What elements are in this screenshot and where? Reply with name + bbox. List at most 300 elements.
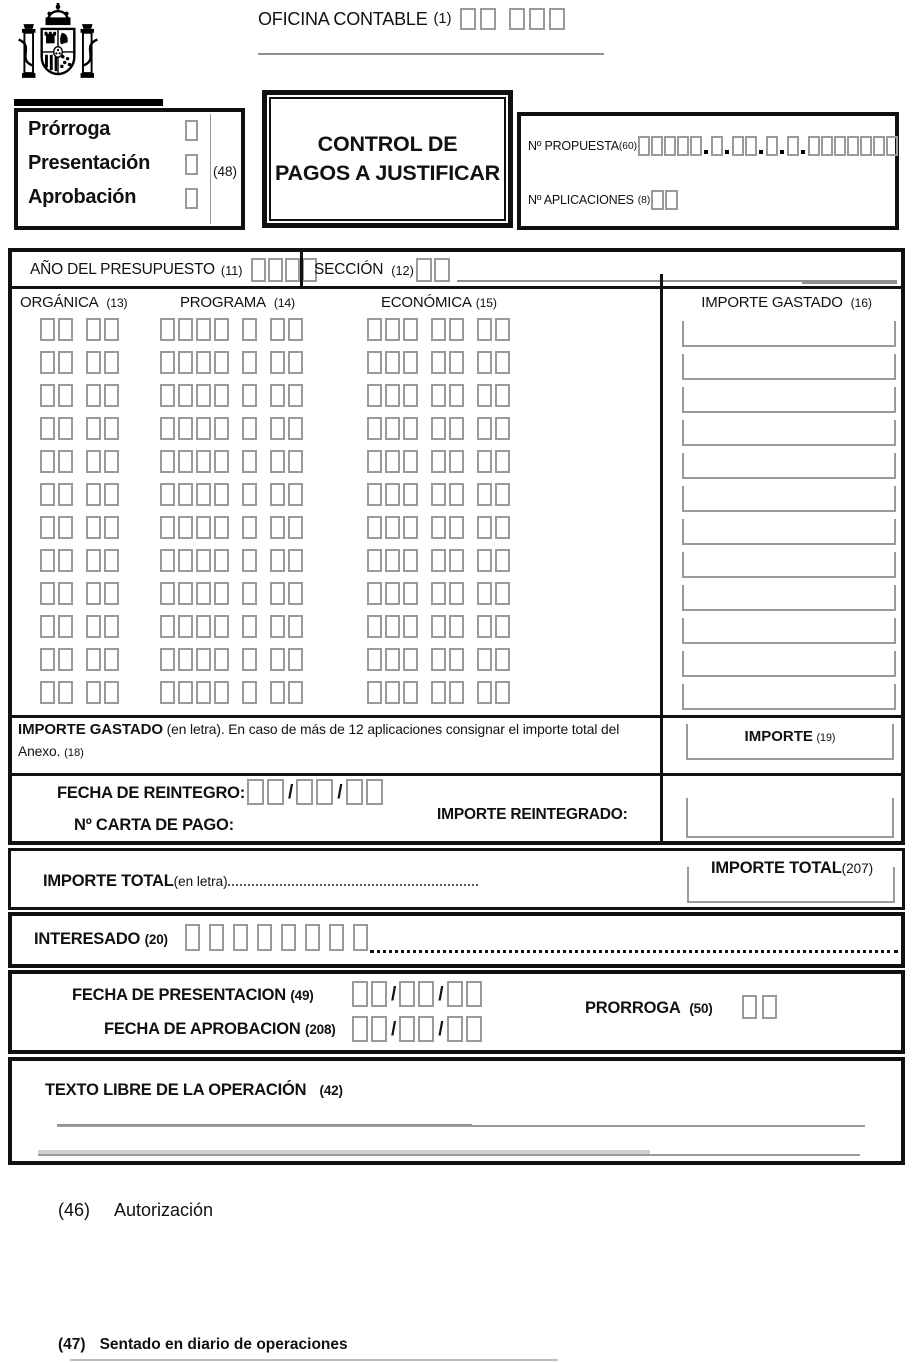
digit-box[interactable] bbox=[477, 417, 492, 440]
digit-box-group[interactable] bbox=[732, 136, 758, 156]
orgánica-row-boxes[interactable] bbox=[40, 384, 76, 407]
digit-box[interactable] bbox=[214, 384, 229, 407]
digit-box[interactable] bbox=[214, 582, 229, 605]
digit-box[interactable] bbox=[160, 582, 175, 605]
importe-total-field[interactable] bbox=[687, 867, 895, 903]
orgánica-row-boxes[interactable] bbox=[86, 450, 122, 473]
programa-row-boxes[interactable] bbox=[270, 615, 306, 638]
digit-box[interactable] bbox=[477, 450, 492, 473]
programa-row-boxes[interactable] bbox=[270, 483, 306, 506]
orgánica-row-boxes[interactable] bbox=[40, 417, 76, 440]
importe-gastado-row-field[interactable] bbox=[682, 321, 896, 347]
digit-box[interactable] bbox=[267, 779, 284, 805]
digit-box[interactable] bbox=[104, 450, 119, 473]
digit-box[interactable] bbox=[449, 384, 464, 407]
programa-row-boxes[interactable] bbox=[160, 483, 232, 506]
digit-box-group[interactable] bbox=[296, 779, 336, 805]
digit-box[interactable] bbox=[196, 549, 211, 572]
programa-row-boxes[interactable] bbox=[242, 384, 260, 407]
digit-box[interactable] bbox=[40, 681, 55, 704]
digit-box[interactable] bbox=[449, 417, 464, 440]
oficina-contable-code-boxes[interactable] bbox=[460, 8, 569, 30]
digit-box[interactable] bbox=[58, 681, 73, 704]
programa-row-boxes[interactable] bbox=[242, 483, 260, 506]
económica-row-boxes[interactable] bbox=[367, 648, 421, 671]
digit-box[interactable] bbox=[242, 417, 257, 440]
digit-box[interactable] bbox=[214, 516, 229, 539]
digit-box[interactable] bbox=[242, 318, 257, 341]
digit-box[interactable] bbox=[495, 516, 510, 539]
digit-box[interactable] bbox=[40, 582, 55, 605]
económica-row-boxes[interactable] bbox=[477, 615, 513, 638]
digit-box[interactable] bbox=[160, 648, 175, 671]
digit-box[interactable] bbox=[196, 450, 211, 473]
digit-box[interactable] bbox=[58, 615, 73, 638]
programa-row-boxes[interactable] bbox=[242, 318, 260, 341]
importe-gastado-row-field[interactable] bbox=[682, 552, 896, 578]
digit-box[interactable] bbox=[270, 384, 285, 407]
económica-row-boxes[interactable] bbox=[367, 516, 421, 539]
digit-box[interactable] bbox=[178, 351, 193, 374]
digit-box[interactable] bbox=[477, 615, 492, 638]
digit-box[interactable] bbox=[178, 549, 193, 572]
digit-box[interactable] bbox=[209, 924, 224, 951]
digit-box[interactable] bbox=[58, 318, 73, 341]
digit-box[interactable] bbox=[385, 351, 400, 374]
digit-box[interactable] bbox=[418, 1016, 434, 1042]
orgánica-row-boxes[interactable] bbox=[86, 417, 122, 440]
digit-box[interactable] bbox=[270, 417, 285, 440]
económica-row-boxes[interactable] bbox=[431, 351, 467, 374]
programa-row-boxes[interactable] bbox=[270, 648, 306, 671]
digit-box[interactable] bbox=[431, 450, 446, 473]
digit-box[interactable] bbox=[367, 648, 382, 671]
digit-box[interactable] bbox=[270, 582, 285, 605]
programa-row-boxes[interactable] bbox=[242, 351, 260, 374]
económica-row-boxes[interactable] bbox=[367, 582, 421, 605]
digit-box[interactable] bbox=[242, 549, 257, 572]
orgánica-row-boxes[interactable] bbox=[86, 615, 122, 638]
programa-row-boxes[interactable] bbox=[270, 351, 306, 374]
digit-box[interactable] bbox=[403, 582, 418, 605]
programa-row-boxes[interactable] bbox=[160, 582, 232, 605]
digit-box[interactable] bbox=[196, 318, 211, 341]
digit-box[interactable] bbox=[399, 1016, 415, 1042]
digit-box[interactable] bbox=[529, 8, 545, 30]
programa-row-boxes[interactable] bbox=[270, 450, 306, 473]
digit-box[interactable] bbox=[431, 318, 446, 341]
seccion-boxes[interactable] bbox=[416, 258, 452, 282]
económica-row-boxes[interactable] bbox=[431, 582, 467, 605]
digit-box-group[interactable] bbox=[638, 136, 703, 156]
digit-box[interactable] bbox=[371, 981, 387, 1007]
digit-box[interactable] bbox=[745, 136, 757, 156]
anio-presupuesto-boxes[interactable] bbox=[251, 258, 319, 282]
económica-row-boxes[interactable] bbox=[477, 417, 513, 440]
programa-row-boxes[interactable] bbox=[270, 384, 306, 407]
económica-row-boxes[interactable] bbox=[367, 483, 421, 506]
orgánica-row-boxes[interactable] bbox=[86, 483, 122, 506]
digit-box[interactable] bbox=[352, 1016, 368, 1042]
digit-box[interactable] bbox=[449, 648, 464, 671]
digit-box[interactable] bbox=[466, 1016, 482, 1042]
digit-box[interactable] bbox=[270, 351, 285, 374]
digit-box[interactable] bbox=[40, 483, 55, 506]
digit-box[interactable] bbox=[495, 648, 510, 671]
programa-row-boxes[interactable] bbox=[270, 318, 306, 341]
digit-box[interactable] bbox=[677, 136, 689, 156]
digit-box[interactable] bbox=[160, 549, 175, 572]
digit-box[interactable] bbox=[385, 417, 400, 440]
programa-row-boxes[interactable] bbox=[242, 615, 260, 638]
programa-row-boxes[interactable] bbox=[242, 450, 260, 473]
digit-box[interactable] bbox=[385, 483, 400, 506]
digit-box[interactable] bbox=[160, 681, 175, 704]
digit-box[interactable] bbox=[495, 483, 510, 506]
digit-box-group[interactable] bbox=[447, 981, 485, 1007]
digit-box[interactable] bbox=[86, 417, 101, 440]
programa-row-boxes[interactable] bbox=[242, 582, 260, 605]
digit-box[interactable] bbox=[367, 582, 382, 605]
aprobacion-checkbox[interactable] bbox=[185, 188, 198, 209]
digit-box[interactable] bbox=[40, 516, 55, 539]
digit-box[interactable] bbox=[821, 136, 833, 156]
digit-box[interactable] bbox=[196, 384, 211, 407]
digit-box[interactable] bbox=[242, 351, 257, 374]
programa-row-boxes[interactable] bbox=[160, 615, 232, 638]
programa-row-boxes[interactable] bbox=[242, 648, 260, 671]
económica-row-boxes[interactable] bbox=[431, 318, 467, 341]
digit-box[interactable] bbox=[270, 615, 285, 638]
digit-box[interactable] bbox=[104, 384, 119, 407]
digit-box[interactable] bbox=[104, 483, 119, 506]
digit-box[interactable] bbox=[40, 351, 55, 374]
económica-row-boxes[interactable] bbox=[477, 318, 513, 341]
digit-box[interactable] bbox=[257, 924, 272, 951]
digit-box[interactable] bbox=[431, 648, 446, 671]
num-aplicaciones-boxes[interactable] bbox=[651, 190, 679, 210]
digit-box[interactable] bbox=[86, 615, 101, 638]
digit-box[interactable] bbox=[367, 516, 382, 539]
digit-box[interactable] bbox=[242, 384, 257, 407]
económica-row-boxes[interactable] bbox=[477, 483, 513, 506]
importe-gastado-row-field[interactable] bbox=[682, 651, 896, 677]
digit-box[interactable] bbox=[58, 450, 73, 473]
digit-box[interactable] bbox=[509, 8, 525, 30]
digit-box[interactable] bbox=[160, 516, 175, 539]
digit-box-group[interactable] bbox=[766, 136, 779, 156]
digit-box[interactable] bbox=[104, 516, 119, 539]
digit-box[interactable] bbox=[431, 483, 446, 506]
digit-box[interactable] bbox=[104, 351, 119, 374]
digit-box[interactable] bbox=[385, 516, 400, 539]
digit-box[interactable] bbox=[834, 136, 846, 156]
digit-box[interactable] bbox=[268, 258, 283, 282]
digit-box[interactable] bbox=[352, 981, 368, 1007]
económica-row-boxes[interactable] bbox=[477, 516, 513, 539]
económica-row-boxes[interactable] bbox=[431, 681, 467, 704]
programa-row-boxes[interactable] bbox=[270, 681, 306, 704]
digit-box[interactable] bbox=[466, 981, 482, 1007]
orgánica-row-boxes[interactable] bbox=[86, 582, 122, 605]
digit-box[interactable] bbox=[847, 136, 859, 156]
digit-box[interactable] bbox=[40, 648, 55, 671]
digit-box[interactable] bbox=[403, 417, 418, 440]
digit-box[interactable] bbox=[86, 318, 101, 341]
digit-box[interactable] bbox=[385, 615, 400, 638]
importe-gastado-row-field[interactable] bbox=[682, 453, 896, 479]
digit-box[interactable] bbox=[104, 648, 119, 671]
digit-box[interactable] bbox=[447, 981, 463, 1007]
digit-box[interactable] bbox=[449, 549, 464, 572]
importe-gastado-row-field[interactable] bbox=[682, 387, 896, 413]
importe-reintegrado-field[interactable] bbox=[686, 798, 894, 838]
digit-box[interactable] bbox=[214, 549, 229, 572]
digit-box[interactable] bbox=[449, 450, 464, 473]
digit-box[interactable] bbox=[214, 648, 229, 671]
digit-box-group[interactable] bbox=[509, 8, 569, 30]
digit-box[interactable] bbox=[403, 483, 418, 506]
digit-box[interactable] bbox=[477, 318, 492, 341]
importe-gastado-en-letra[interactable]: IMPORTE GASTADO (en letra). En caso de más de 12 aplicaciones consignar el importe total del Anexo. (18) bbox=[18, 721, 620, 759]
programa-row-boxes[interactable] bbox=[160, 417, 232, 440]
económica-row-boxes[interactable] bbox=[477, 582, 513, 605]
digit-box-group[interactable] bbox=[352, 981, 390, 1007]
digit-box[interactable] bbox=[270, 516, 285, 539]
económica-row-boxes[interactable] bbox=[431, 450, 467, 473]
digit-box[interactable] bbox=[403, 648, 418, 671]
digit-box[interactable] bbox=[178, 318, 193, 341]
digit-box[interactable] bbox=[371, 1016, 387, 1042]
texto-libre-line-1[interactable] bbox=[57, 1125, 865, 1127]
digit-box[interactable] bbox=[808, 136, 820, 156]
digit-box[interactable] bbox=[270, 681, 285, 704]
digit-box[interactable] bbox=[403, 450, 418, 473]
programa-row-boxes[interactable] bbox=[242, 681, 260, 704]
digit-box[interactable] bbox=[385, 384, 400, 407]
económica-row-boxes[interactable] bbox=[367, 681, 421, 704]
digit-box[interactable] bbox=[288, 450, 303, 473]
económica-row-boxes[interactable] bbox=[477, 681, 513, 704]
programa-row-boxes[interactable] bbox=[160, 549, 232, 572]
interesado-name-line[interactable] bbox=[370, 926, 898, 953]
digit-box[interactable] bbox=[86, 384, 101, 407]
digit-box[interactable] bbox=[732, 136, 744, 156]
digit-box[interactable] bbox=[242, 615, 257, 638]
digit-box[interactable] bbox=[40, 384, 55, 407]
económica-row-boxes[interactable] bbox=[431, 384, 467, 407]
digit-box[interactable] bbox=[58, 417, 73, 440]
digit-box[interactable] bbox=[178, 681, 193, 704]
digit-box[interactable] bbox=[449, 681, 464, 704]
digit-box[interactable] bbox=[40, 417, 55, 440]
digit-box[interactable] bbox=[86, 681, 101, 704]
digit-box[interactable] bbox=[242, 582, 257, 605]
digit-box[interactable] bbox=[399, 981, 415, 1007]
digit-box-group[interactable] bbox=[711, 136, 724, 156]
digit-box[interactable] bbox=[288, 417, 303, 440]
digit-box[interactable] bbox=[288, 648, 303, 671]
digit-box[interactable] bbox=[449, 516, 464, 539]
digit-box[interactable] bbox=[40, 615, 55, 638]
digit-box[interactable] bbox=[385, 582, 400, 605]
orgánica-row-boxes[interactable] bbox=[86, 384, 122, 407]
digit-box[interactable] bbox=[86, 483, 101, 506]
digit-box[interactable] bbox=[196, 483, 211, 506]
digit-box-group[interactable] bbox=[352, 1016, 390, 1042]
digit-box[interactable] bbox=[480, 8, 496, 30]
digit-box[interactable] bbox=[367, 417, 382, 440]
digit-box-group[interactable] bbox=[787, 136, 800, 156]
digit-box[interactable] bbox=[178, 450, 193, 473]
digit-box-group[interactable] bbox=[808, 136, 899, 156]
económica-row-boxes[interactable] bbox=[477, 648, 513, 671]
digit-box[interactable] bbox=[86, 516, 101, 539]
económica-row-boxes[interactable] bbox=[367, 549, 421, 572]
digit-box[interactable] bbox=[270, 483, 285, 506]
importe-gastado-row-field[interactable] bbox=[682, 486, 896, 512]
digit-box[interactable] bbox=[296, 779, 313, 805]
digit-box[interactable] bbox=[160, 450, 175, 473]
digit-box[interactable] bbox=[305, 924, 320, 951]
digit-box[interactable] bbox=[665, 190, 678, 210]
digit-box[interactable] bbox=[495, 681, 510, 704]
digit-box[interactable] bbox=[329, 924, 344, 951]
digit-box[interactable] bbox=[86, 549, 101, 572]
digit-box[interactable] bbox=[431, 615, 446, 638]
orgánica-row-boxes[interactable] bbox=[86, 351, 122, 374]
digit-box[interactable] bbox=[664, 136, 676, 156]
digit-box[interactable] bbox=[288, 351, 303, 374]
digit-box[interactable] bbox=[742, 995, 757, 1019]
económica-row-boxes[interactable] bbox=[477, 351, 513, 374]
digit-box[interactable] bbox=[431, 549, 446, 572]
digit-box[interactable] bbox=[185, 924, 200, 951]
digit-box[interactable] bbox=[477, 384, 492, 407]
orgánica-row-boxes[interactable] bbox=[40, 549, 76, 572]
digit-box[interactable] bbox=[495, 417, 510, 440]
importe-gastado-row-field[interactable] bbox=[682, 519, 896, 545]
digit-box[interactable] bbox=[366, 779, 383, 805]
digit-box[interactable] bbox=[367, 384, 382, 407]
digit-box[interactable] bbox=[86, 450, 101, 473]
digit-box[interactable] bbox=[403, 615, 418, 638]
digit-box[interactable] bbox=[477, 483, 492, 506]
digit-box[interactable] bbox=[449, 582, 464, 605]
importe-gastado-row-field[interactable] bbox=[682, 585, 896, 611]
digit-box[interactable] bbox=[178, 417, 193, 440]
digit-box[interactable] bbox=[270, 648, 285, 671]
digit-box[interactable] bbox=[367, 483, 382, 506]
digit-box[interactable] bbox=[860, 136, 872, 156]
digit-box-group[interactable] bbox=[247, 779, 287, 805]
digit-box[interactable] bbox=[431, 384, 446, 407]
digit-box[interactable] bbox=[178, 516, 193, 539]
digit-box[interactable] bbox=[160, 483, 175, 506]
orgánica-row-boxes[interactable] bbox=[40, 516, 76, 539]
programa-row-boxes[interactable] bbox=[270, 417, 306, 440]
digit-box[interactable] bbox=[449, 615, 464, 638]
digit-box[interactable] bbox=[270, 450, 285, 473]
digit-box[interactable] bbox=[242, 681, 257, 704]
programa-row-boxes[interactable] bbox=[160, 516, 232, 539]
programa-row-boxes[interactable] bbox=[160, 450, 232, 473]
digit-box[interactable] bbox=[58, 384, 73, 407]
digit-box[interactable] bbox=[690, 136, 702, 156]
digit-box[interactable] bbox=[288, 615, 303, 638]
digit-box[interactable] bbox=[367, 318, 382, 341]
digit-box[interactable] bbox=[288, 681, 303, 704]
orgánica-row-boxes[interactable] bbox=[40, 450, 76, 473]
digit-box[interactable] bbox=[58, 351, 73, 374]
digit-box[interactable] bbox=[495, 450, 510, 473]
digit-box[interactable] bbox=[104, 549, 119, 572]
digit-box[interactable] bbox=[281, 924, 296, 951]
digit-box[interactable] bbox=[766, 136, 778, 156]
digit-box[interactable] bbox=[104, 417, 119, 440]
digit-box[interactable] bbox=[711, 136, 723, 156]
fecha-presentacion-date-boxes[interactable] bbox=[352, 981, 485, 1007]
digit-box[interactable] bbox=[431, 681, 446, 704]
digit-box[interactable] bbox=[495, 384, 510, 407]
presentacion-checkbox[interactable] bbox=[185, 154, 198, 175]
programa-row-boxes[interactable] bbox=[160, 681, 232, 704]
digit-box[interactable] bbox=[385, 648, 400, 671]
digit-box[interactable] bbox=[346, 779, 363, 805]
digit-box[interactable] bbox=[638, 136, 650, 156]
digit-box[interactable] bbox=[242, 516, 257, 539]
digit-box[interactable] bbox=[495, 351, 510, 374]
digit-box-group[interactable] bbox=[346, 779, 386, 805]
económica-row-boxes[interactable] bbox=[477, 450, 513, 473]
digit-box[interactable] bbox=[367, 681, 382, 704]
digit-box[interactable] bbox=[178, 483, 193, 506]
digit-box[interactable] bbox=[86, 648, 101, 671]
digit-box[interactable] bbox=[651, 190, 664, 210]
digit-box[interactable] bbox=[104, 615, 119, 638]
importe-total-en-letra[interactable]: IMPORTE TOTAL (en letra) bbox=[43, 871, 478, 891]
digit-box[interactable] bbox=[196, 681, 211, 704]
digit-box[interactable] bbox=[288, 582, 303, 605]
digit-box[interactable] bbox=[40, 318, 55, 341]
digit-box[interactable] bbox=[196, 417, 211, 440]
digit-box[interactable] bbox=[549, 8, 565, 30]
importe-gastado-row-field[interactable] bbox=[682, 420, 896, 446]
programa-row-boxes[interactable] bbox=[242, 417, 260, 440]
digit-box-group[interactable] bbox=[399, 981, 437, 1007]
digit-box[interactable] bbox=[104, 681, 119, 704]
digit-box[interactable] bbox=[160, 615, 175, 638]
digit-box-group[interactable] bbox=[399, 1016, 437, 1042]
digit-box[interactable] bbox=[242, 648, 257, 671]
digit-box[interactable] bbox=[495, 582, 510, 605]
digit-box[interactable] bbox=[196, 615, 211, 638]
digit-box[interactable] bbox=[477, 582, 492, 605]
programa-row-boxes[interactable] bbox=[242, 549, 260, 572]
orgánica-row-boxes[interactable] bbox=[40, 318, 76, 341]
digit-box[interactable] bbox=[247, 779, 264, 805]
programa-row-boxes[interactable] bbox=[160, 384, 232, 407]
fecha-reintegro-date-boxes[interactable] bbox=[247, 779, 386, 805]
digit-box[interactable] bbox=[242, 483, 257, 506]
económica-row-boxes[interactable] bbox=[367, 417, 421, 440]
digit-box[interactable] bbox=[449, 318, 464, 341]
digit-box[interactable] bbox=[316, 779, 333, 805]
digit-box[interactable] bbox=[178, 582, 193, 605]
digit-box[interactable] bbox=[477, 648, 492, 671]
digit-box[interactable] bbox=[251, 258, 266, 282]
orgánica-row-boxes[interactable] bbox=[86, 648, 122, 671]
